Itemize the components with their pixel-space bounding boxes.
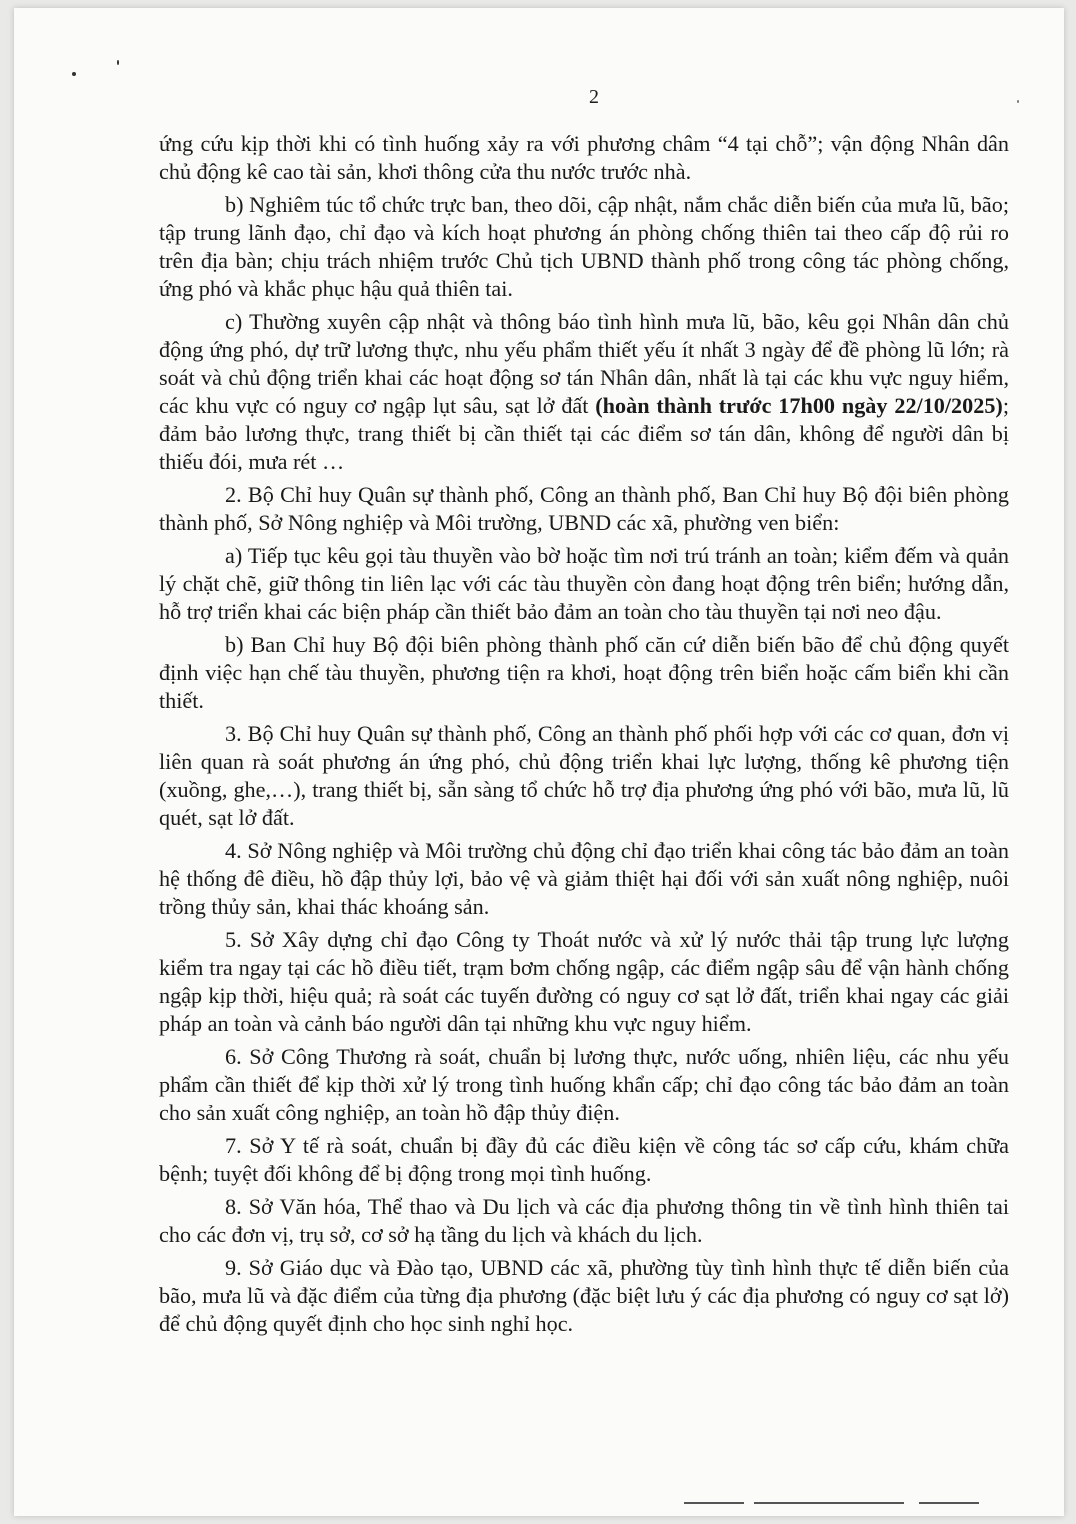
document-body: [159, 130, 1009, 1343]
paragraph-5: 5. Sở Xây dựng chỉ đạo Công ty Thoát nước và xử lý nước thải tập trung lực lượng kiểm tra ngay tại các hồ điều tiết, trạm bơm chống ngập, các điểm ngập sâu để vận hành chống ngập kịp thời, hiệu quả; rà soát các tuyến đường có nguy cơ sạt lở đất, triển khai ngay các giải pháp an toàn và cảnh báo người dân tại những khu vực nguy hiểm.: [159, 927, 1009, 1036]
scan-edge-line: [754, 1502, 904, 1504]
document-page: [14, 8, 1064, 1516]
scan-speck: [117, 60, 119, 65]
paragraph-continuation: ứng cứu kịp thời khi có tình huống xảy ra với phương châm “4 tại chỗ”; vận động Nhân dân chủ động kê cao tài sản, khơi thông cửa thu nước trước nhà.: [159, 131, 1009, 184]
scan-speck: [72, 72, 76, 76]
paragraph-1c-text-end: ; đảm bảo lương thực, trang thiết bị cần thiết tại các điểm sơ tán dân, không để người dân bị thiếu đói, mưa rét …: [159, 393, 1009, 474]
paragraph-8: 8. Sở Văn hóa, Thể thao và Du lịch và các địa phương thông tin về tình hình thiên tai cho các đơn vị, trụ sở, cơ sở hạ tầng du lịch và khách du lịch.: [159, 1194, 1009, 1247]
scan-edge-line: [919, 1502, 979, 1504]
paragraph-1c: [159, 308, 1009, 476]
paragraph-4: 4. Sở Nông nghiệp và Môi trường chủ động chỉ đạo triển khai công tác bảo đảm an toàn hệ thống đê điều, hồ đập thủy lợi, bảo vệ và giảm thiệt hại đối với sản xuất nông nghiệp, nuôi trồng thủy sản, khai thác khoáng sản.: [159, 838, 1009, 919]
paragraph-9: 9. Sở Giáo dục và Đào tạo, UBND các xã, phường tùy tình hình thực tế diễn biến của bão, mưa lũ và đặc điểm của từng địa phương (đặc biệt lưu ý các địa phương có nguy cơ sạt lở) để chủ động quyết định cho học sinh nghỉ học.: [159, 1255, 1009, 1336]
paragraph-7: 7. Sở Y tế rà soát, chuẩn bị đầy đủ các điều kiện về công tác sơ cấp cứu, khám chữa bệnh; tuyệt đối không để bị động trong mọi tình huống.: [159, 1133, 1009, 1186]
paragraph-6: 6. Sở Công Thương rà soát, chuẩn bị lương thực, nước uống, nhiên liệu, các nhu yếu phẩm cần thiết để kịp thời xử lý trong tình huống khẩn cấp; chỉ đạo công tác bảo đảm an toàn cho sản xuất công nghiệp, an toàn hồ đập thủy điện.: [159, 1044, 1009, 1125]
deadline-bold-text: (hoàn thành trước 17h00 ngày 22/10/2025): [595, 393, 1003, 418]
paragraph-1b: b) Nghiêm túc tổ chức trực ban, theo dõi, cập nhật, nắm chắc diễn biến của mưa lũ, bão; tập trung lãnh đạo, chỉ đạo và kích hoạt phương án phòng chống thiên tai theo cấp độ rủi ro trên địa bàn; chịu trách nhiệm trước Chủ tịch UBND thành phố trong công tác phòng chống, ứng phó và khắc phục hậu quả thiên tai.: [159, 192, 1009, 301]
scan-edge-line: [684, 1502, 744, 1504]
paragraph-2b: b) Ban Chỉ huy Bộ đội biên phòng thành phố căn cứ diễn biến bão để chủ động quyết định việc hạn chế tàu thuyền, phương tiện ra khơi, hoạt động trên biển hoặc cấm biển khi cần thiết.: [159, 632, 1009, 713]
paragraph-1c-text: c) Thường xuyên cập nhật và thông báo tình hình mưa lũ, bão, kêu gọi Nhân dân chủ động ứng phó, dự trữ lương thực, nhu yếu phẩm thiết yếu ít nhất 3 ngày để đề phòng lũ lớn; rà soát và chủ động triển khai các hoạt động sơ tán Nhân dân, nhất là tại các khu vực nguy hiểm, các khu vực có nguy cơ ngập lụt sâu, sạt lở đất: [159, 309, 1009, 418]
paragraph-2a: a) Tiếp tục kêu gọi tàu thuyền vào bờ hoặc tìm nơi trú tránh an toàn; kiểm đếm và quản lý chặt chẽ, giữ thông tin liên lạc với các tàu thuyền còn đang hoạt động trên biển; hướng dẫn, hỗ trợ triển khai các biện pháp cần thiết bảo đảm an toàn cho tàu thuyền tại nơi neo đậu.: [159, 543, 1009, 624]
paragraph-2: 2. Bộ Chỉ huy Quân sự thành phố, Công an thành phố, Ban Chỉ huy Bộ đội biên phòng thành phố, Sở Nông nghiệp và Môi trường, UBND các xã, phường ven biển:: [159, 482, 1009, 535]
page-number: 2: [589, 86, 599, 108]
paragraph-3: 3. Bộ Chỉ huy Quân sự thành phố, Công an thành phố phối hợp với các cơ quan, đơn vị liên quan rà soát phương án ứng phó, chủ động triển khai lực lượng, thống kê phương tiện (xuồng, ghe,…), trang thiết bị, sẵn sàng tổ chức hỗ trợ địa phương ứng phó với bão, mưa lũ, lũ quét, sạt lở đất.: [159, 721, 1009, 830]
